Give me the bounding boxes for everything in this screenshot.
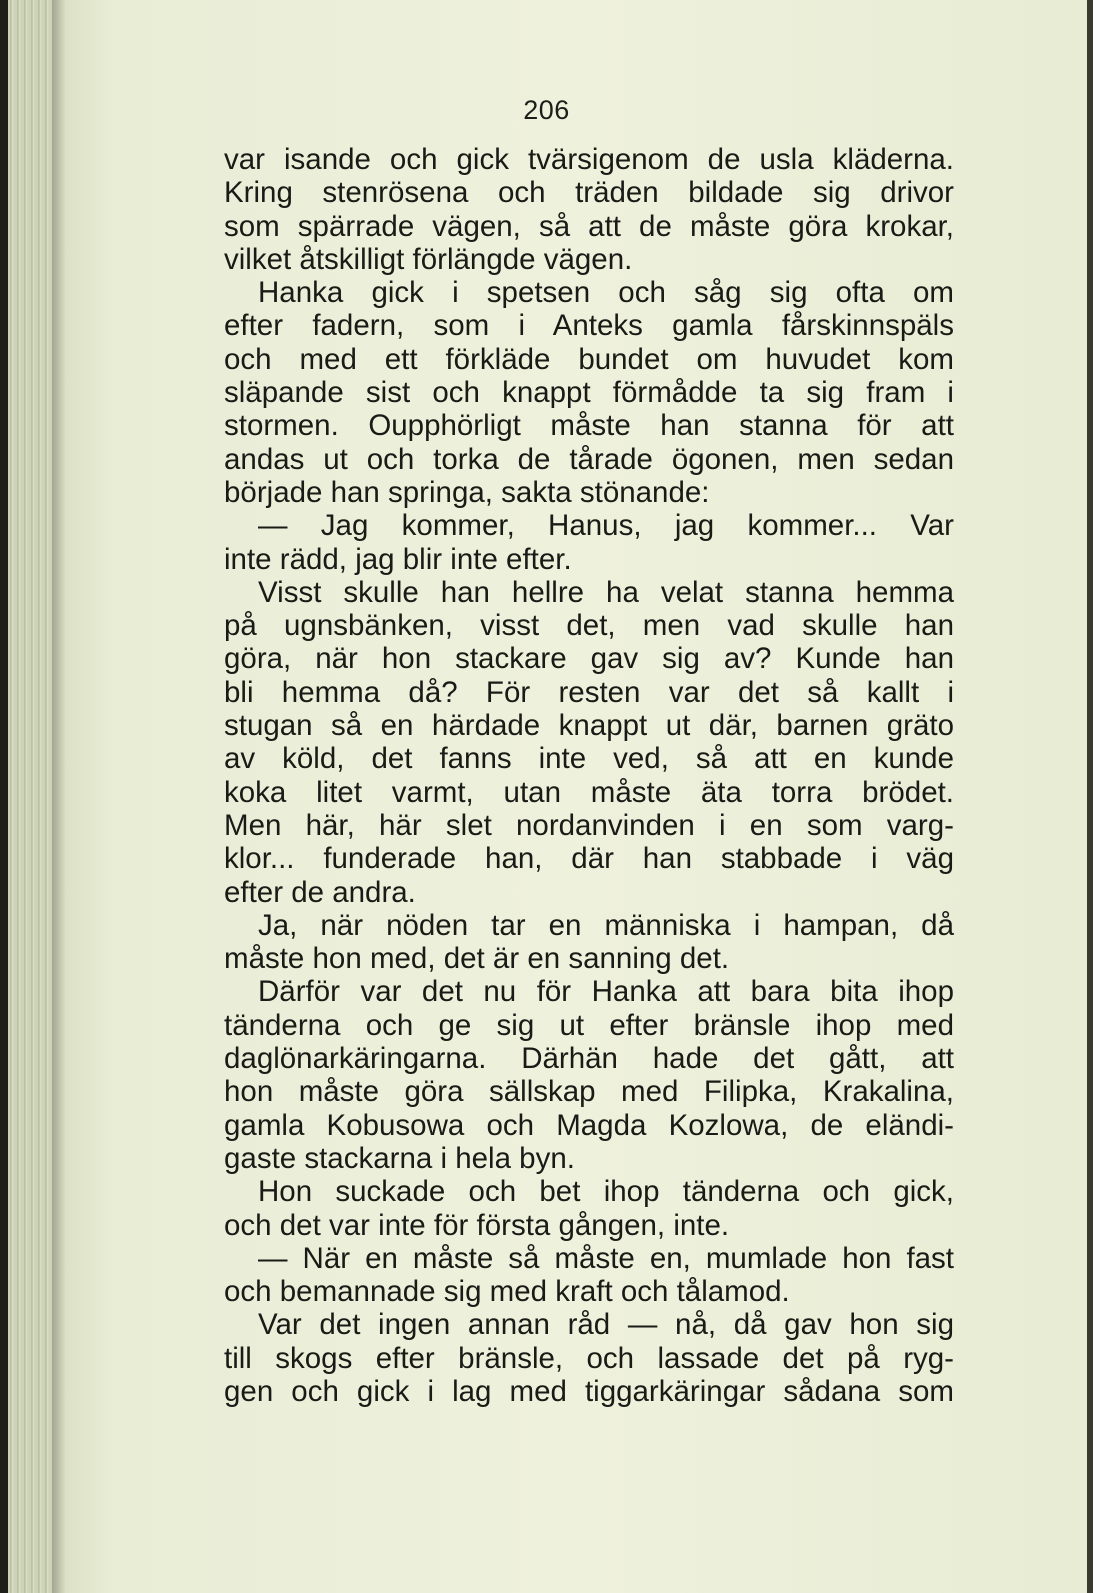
text-line: klor... funderade han, där han stabbade i väg bbox=[224, 842, 954, 876]
text-line: — Jag kommer, Hanus, jag kommer... Var bbox=[258, 509, 954, 543]
page-number: 206 bbox=[523, 95, 570, 125]
text-line: Hanka gick i spetsen och såg sig ofta om bbox=[258, 276, 954, 310]
text-line: — När en måste så måste en, mumlade hon fast bbox=[258, 1241, 954, 1275]
text-line: stugan så en härdade knappt ut där, barnen gräto bbox=[224, 709, 954, 743]
text-line: gaste stackarna i hela byn. bbox=[224, 1141, 575, 1175]
text-line: göra, när hon stackare gav sig av? Kunde han bbox=[224, 642, 954, 676]
text-line: Kring stenrösena och träden bildade sig drivor bbox=[224, 176, 954, 210]
text-line: och det var inte för första gången, inte. bbox=[224, 1208, 730, 1242]
text-line: Därför var det nu för Hanka att bara bita ihop bbox=[258, 975, 954, 1009]
text-line: måste hon med, det är en sanning det. bbox=[224, 942, 730, 976]
text-line: släpande sist och knappt förmådde ta sig fram i bbox=[224, 376, 954, 410]
text-line: på ugnsbänken, visst det, men vad skulle han bbox=[224, 609, 954, 643]
text-line: inte rädd, jag blir inte efter. bbox=[224, 542, 572, 576]
text-line: som spärrade vägen, så att de måste göra krokar, bbox=[224, 209, 954, 243]
text-line: koka litet varmt, utan måste äta torra brödet. bbox=[224, 775, 954, 809]
text-line: efter de andra. bbox=[224, 875, 416, 909]
text-line: stormen. Oupphörligt måste han stanna för att bbox=[224, 409, 954, 443]
text-line: och bemannade sig med kraft och tålamod. bbox=[224, 1275, 790, 1309]
text-line: Men här, här slet nordanvinden i en som varg- bbox=[224, 808, 954, 842]
text-line: Visst skulle han hellre ha velat stanna hemma bbox=[258, 575, 954, 609]
text-line: hon måste göra sällskap med Filipka, Krakalina, bbox=[224, 1075, 954, 1109]
text-line: bli hemma då? För resten var det så kallt i bbox=[224, 675, 954, 709]
text-line: gen och gick i lag med tiggarkäringar sådana som bbox=[224, 1374, 954, 1408]
text-line: Var det ingen annan råd — nå, då gav hon sig bbox=[258, 1308, 954, 1342]
text-line: andas ut och torka de tårade ögonen, men sedan bbox=[224, 442, 954, 476]
page-stack-edge bbox=[0, 0, 52, 1593]
text-line: gamla Kobusowa och Magda Kozlowa, de eländi- bbox=[224, 1108, 954, 1142]
text-line: Hon suckade och bet ihop tänderna och gick, bbox=[258, 1175, 954, 1209]
text-line: tänderna och ge sig ut efter bränsle ihop med bbox=[224, 1008, 954, 1042]
text-line: daglönarkäringarna. Därhän hade det gått, att bbox=[224, 1042, 954, 1076]
text-line: till skogs efter bränsle, och lassade det på ryg- bbox=[224, 1341, 954, 1375]
text-line: var isande och gick tvärsigenom de usla kläderna. bbox=[224, 143, 954, 176]
text-line: Ja, när nöden tar en människa i hampan, då bbox=[258, 908, 954, 942]
body-text bbox=[224, 143, 954, 1408]
text-line: började han springa, sakta stönande: bbox=[224, 475, 710, 509]
right-page-edge bbox=[1087, 0, 1093, 1593]
text-line: av köld, det fanns inte ved, så att en kunde bbox=[224, 742, 954, 776]
text-line: efter fadern, som i Anteks gamla fårskinnspäls bbox=[224, 309, 954, 343]
text-line: och med ett förkläde bundet om huvudet kom bbox=[224, 342, 954, 376]
gutter-shadow bbox=[52, 0, 66, 1593]
text-line: vilket åtskilligt förlängde vägen. bbox=[224, 242, 633, 276]
